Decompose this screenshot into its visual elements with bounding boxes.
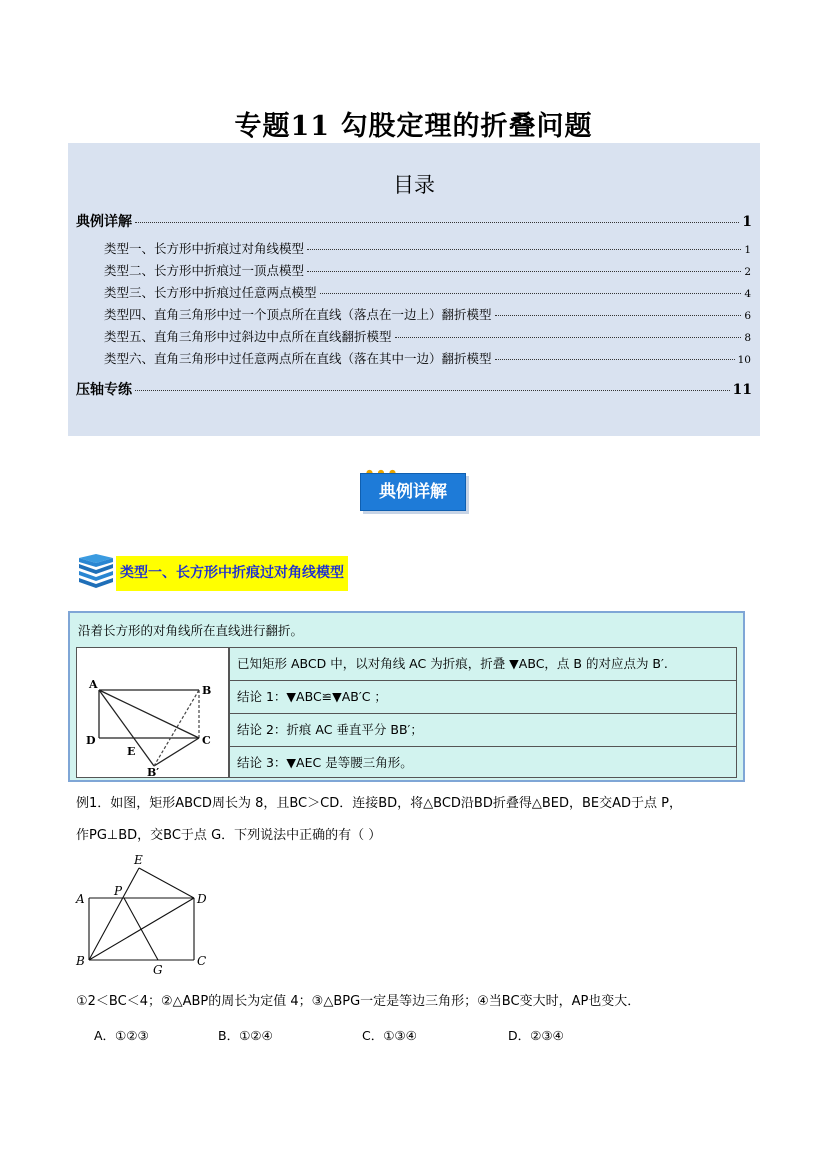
type-heading: 类型一、长方形中折痕过对角线模型	[116, 556, 348, 591]
toc-entry[interactable]: 类型三、长方形中折痕过任意两点模型 4	[104, 285, 751, 300]
fig-label: D	[197, 892, 207, 906]
toc-entry[interactable]: 典例详解 1	[76, 214, 752, 230]
example-statements: ①2＜BC＜4；②△ABP的周长为定值 4；③△BPG一定是等边三角形；④当BC变大时，AP也变大．	[76, 994, 641, 1009]
option-a[interactable]: A．①②③	[94, 1028, 149, 1043]
model-intro: 沿着长方形的对角线所在直线进行翻折。	[78, 623, 304, 638]
table-of-contents	[68, 143, 760, 436]
toc-entry[interactable]: 类型二、长方形中折痕过一顶点模型 2	[104, 263, 751, 278]
toc-heading: 目录	[393, 173, 435, 197]
model-row: 结论 2：折痕 AC 垂直平分 BB′；	[230, 713, 736, 745]
fig-label: B′	[147, 766, 160, 777]
fig-label: C	[197, 954, 207, 968]
model-figure	[76, 647, 229, 778]
fig-label: P	[114, 884, 123, 898]
fig-label: A	[76, 892, 85, 906]
model-row: 已知矩形 ABCD 中，以对角线 AC 为折痕，折叠 ▼ABC，点 B 的对应点为 B′.	[237, 656, 668, 671]
fig-label: D	[86, 734, 96, 747]
example-figure	[72, 850, 222, 980]
example-question-line1: 例1．如图，矩形ABCD周长为 8，且BC＞CD．连接BD，将△BCD沿BD折叠得△BED，BE交AD于点 P，	[76, 796, 682, 811]
document-title: 专题11 勾股定理的折叠问题	[234, 111, 593, 142]
section-badge: 典例详解	[360, 473, 466, 511]
toc-entry[interactable]: 压轴专练 11	[76, 382, 752, 398]
option-d[interactable]: D．②③④	[508, 1028, 564, 1043]
toc-entry[interactable]: 类型四、直角三角形中过一个顶点所在直线（落点在一边上）翻折模型 6	[104, 307, 751, 322]
fig-label: A	[89, 678, 98, 691]
fig-label: G	[153, 963, 163, 977]
toc-entry[interactable]: 类型五、直角三角形中过斜边中点所在直线翻折模型 8	[104, 329, 751, 344]
toc-entry[interactable]: 类型六、直角三角形中过任意两点所在直线（落在其中一边）翻折模型 10	[104, 351, 751, 366]
fig-label: C	[202, 734, 211, 747]
model-row: 结论 3：▼AEC 是等腰三角形。	[230, 746, 736, 778]
example-question-line2: 作PG⊥BD，交BC于点 G．下列说法中正确的有（ ）	[76, 828, 382, 843]
toc-entry[interactable]: 类型一、长方形中折痕过对角线模型 1	[104, 241, 751, 256]
option-b[interactable]: B．①②④	[218, 1028, 273, 1043]
model-row: 结论 1：▼ABC≌▼AB′C ；	[230, 680, 736, 712]
books-icon	[76, 554, 116, 588]
option-c[interactable]: C．①③④	[362, 1028, 417, 1043]
fig-label: E	[134, 853, 143, 867]
model-rows	[229, 647, 737, 778]
fig-label: B	[76, 954, 85, 968]
fig-label: B	[202, 684, 212, 697]
model-box	[68, 611, 745, 782]
fig-label: E	[127, 745, 136, 758]
